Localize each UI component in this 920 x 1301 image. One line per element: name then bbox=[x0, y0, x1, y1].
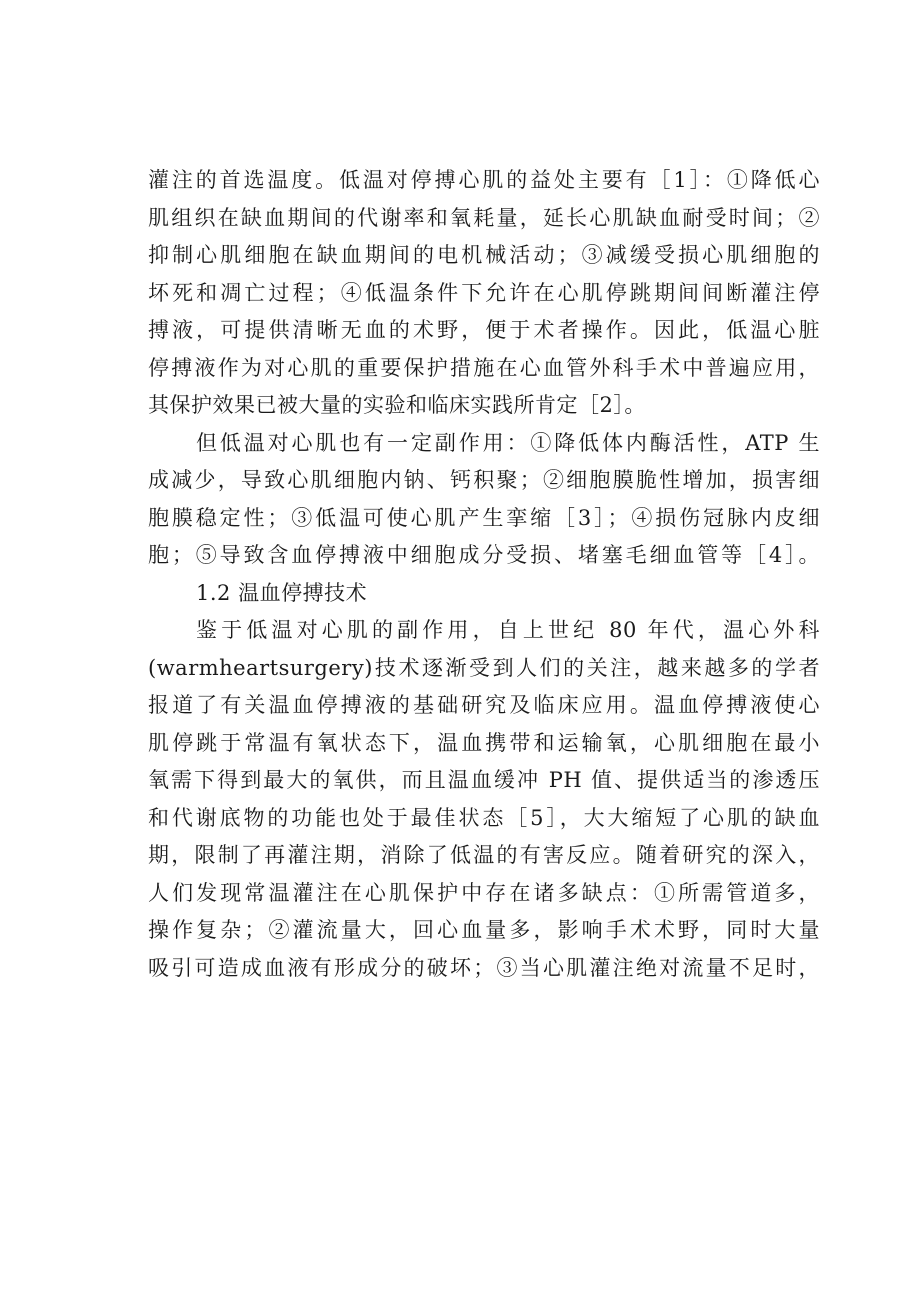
text-line: 成减少，导致心肌细胞内钠、钙积聚；②细胞膜脆性增加，损害细 bbox=[148, 468, 820, 492]
text-line: 搏液，可提供清晰无血的术野，便于术者操作。因此，低温心脏 bbox=[148, 318, 820, 342]
text-line: 其保护效果已被大量的实验和临床实践所肯定［2］。 bbox=[148, 393, 646, 417]
text-line: 报道了有关温血停搏液的基础研究及临床应用。温血停搏液使心 bbox=[148, 693, 820, 717]
text-line: 胞；⑤导致含血停搏液中细胞成分受损、堵塞毛细血管等［4］。 bbox=[148, 543, 820, 567]
text-line: 鉴于低温对心肌的副作用，自上世纪 80 年代，温心外科 bbox=[196, 618, 820, 642]
text-line: 期，限制了再灌注期，消除了低温的有害反应。随着研究的深入， bbox=[148, 843, 820, 867]
text-line: 肌组织在缺血期间的代谢率和氧耗量，延长心肌缺血耐受时间；② bbox=[148, 205, 820, 230]
text-line: (warmheartsurgery)技术逐渐受到人们的关注，越来越多的学者 bbox=[148, 655, 820, 680]
body-text bbox=[148, 162, 820, 987]
text-line: 人们发现常温灌注在心肌保护中存在诸多缺点：①所需管道多， bbox=[148, 880, 820, 905]
text-line: 和代谢底物的功能也处于最佳状态［5］，大大缩短了心肌的缺血 bbox=[148, 805, 820, 830]
text-line: 操作复杂；②灌流量大，回心血量多，影响手术术野，同时大量 bbox=[148, 918, 820, 942]
text-line: 抑制心肌细胞在缺血期间的电机械活动；③减缓受损心肌细胞的 bbox=[148, 243, 820, 267]
text-line: 但低温对心肌也有一定副作用：①降低体内酶活性，ATP 生 bbox=[196, 430, 820, 455]
text-line: 吸引可造成血液有形成分的破坏；③当心肌灌注绝对流量不足时， bbox=[148, 955, 820, 980]
text-line: 胞膜稳定性；③低温可使心肌产生挛缩［3］；④损伤冠脉内皮细 bbox=[148, 505, 820, 530]
text-line: 停搏液作为对心肌的重要保护措施在心血管外科手术中普遍应用， bbox=[148, 355, 820, 380]
text-line: 肌停跳于常温有氧状态下，温血携带和运输氧，心肌细胞在最小 bbox=[148, 730, 820, 755]
text-line: 氧需下得到最大的氧供，而且温血缓冲 PH 值、提供适当的渗透压 bbox=[148, 768, 820, 792]
text-line: 灌注的首选温度。低温对停搏心肌的益处主要有［1］：①降低心 bbox=[148, 168, 820, 192]
text-line: 坏死和凋亡过程；④低温条件下允许在心肌停跳期间间断灌注停 bbox=[148, 280, 820, 305]
section-heading: 1.2 温血停搏技术 bbox=[196, 580, 368, 605]
